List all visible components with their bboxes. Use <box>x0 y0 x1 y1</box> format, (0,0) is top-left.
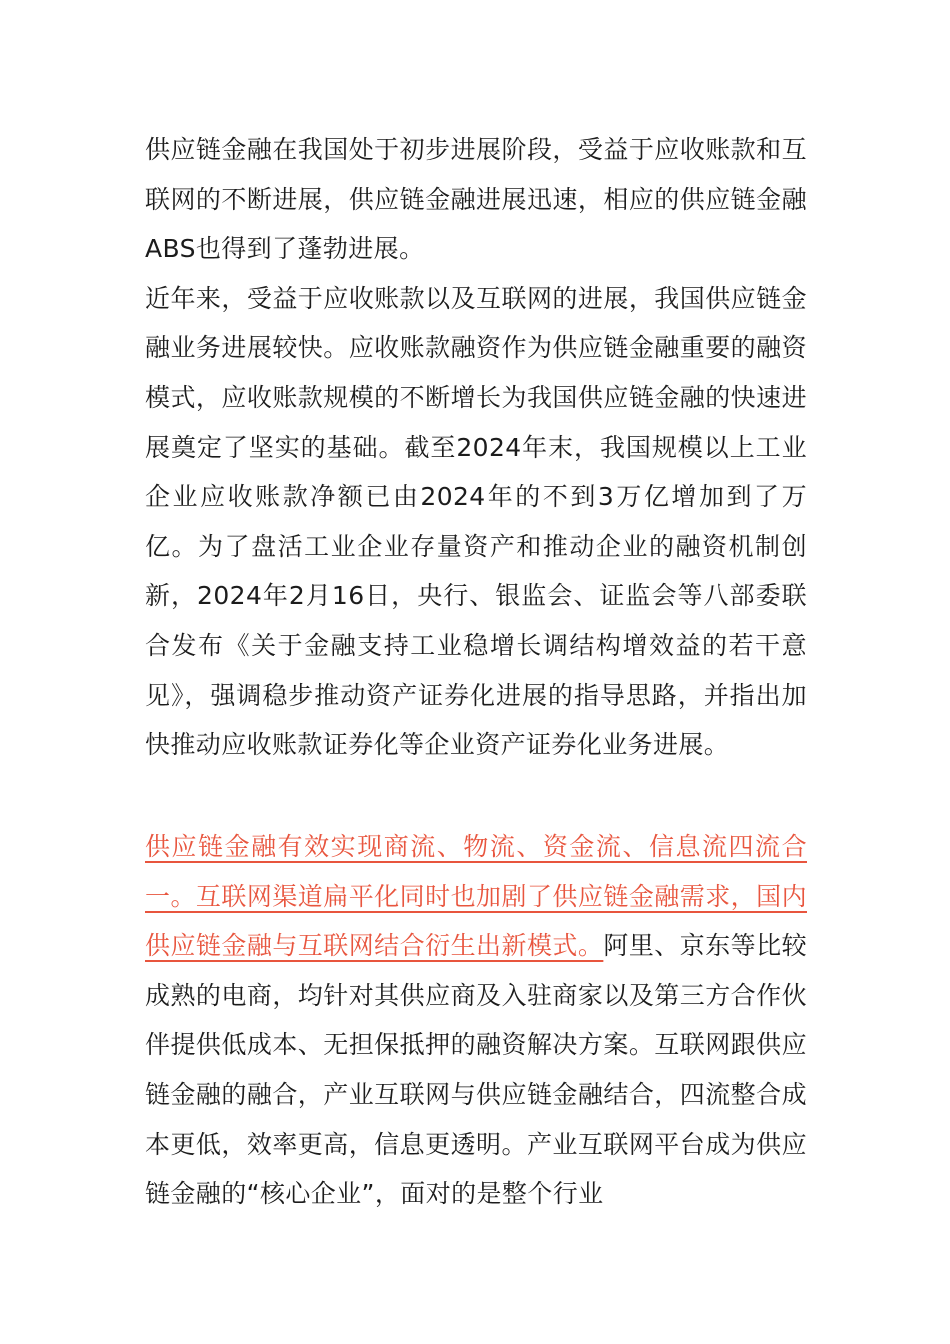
text-block-top <box>145 125 807 770</box>
highlighted-text: 供应链金融有效实现商流、物流、资金流、信息流四流合一。互联网渠道扁平化同时也加剧了供应链金融需求，国内供应链金融与互联网结合衍生出新模式。 <box>145 832 807 961</box>
paragraph-intro: 供应链金融在我国处于初步进展阶段，受益于应收账款和互联网的不断进展，供应链金融进展迅速，相应的供应链金融ABS也得到了蓬勃进展。 <box>145 135 807 264</box>
paragraph-internet-rest: 阿里、京东等比较成熟的电商，均针对其供应商及入驻商家以及第三方合作伙伴提供低成本、无担保抵押的融资解决方案。互联网跟供应链金融的融合，产业互联网与供应链金融结合，四流整合成本更低，效率更高，信息更透明。产业互联网平台成为供应链金融的“核心企业”，面对的是整个行业 <box>145 931 808 1209</box>
text-block-bottom <box>145 822 807 1219</box>
paragraph-receivables: 近年来，受益于应收账款以及互联网的进展，我国供应链金融业务进展较快。应收账款融资作为供应链金融重要的融资模式，应收账款规模的不断增长为我国供应链金融的快速进展奠定了坚实的基础。截至2024年末，我国规模以上工业企业应收账款净额已由2024年的不到3万亿增加到了万亿。为了盘活工业企业存量资产和推动企业的融资机制创新，2024年2月16日，央行、银监会、证监会等八部委联合发布《关于金融支持工业稳增长调结构增效益的若干意见》，强调稳步推动资产证券化进展的指导思路，并指出加快推动应收账款证券化等企业资产证券化业务进展。 <box>145 283 807 760</box>
paragraph-internet <box>145 822 807 1219</box>
